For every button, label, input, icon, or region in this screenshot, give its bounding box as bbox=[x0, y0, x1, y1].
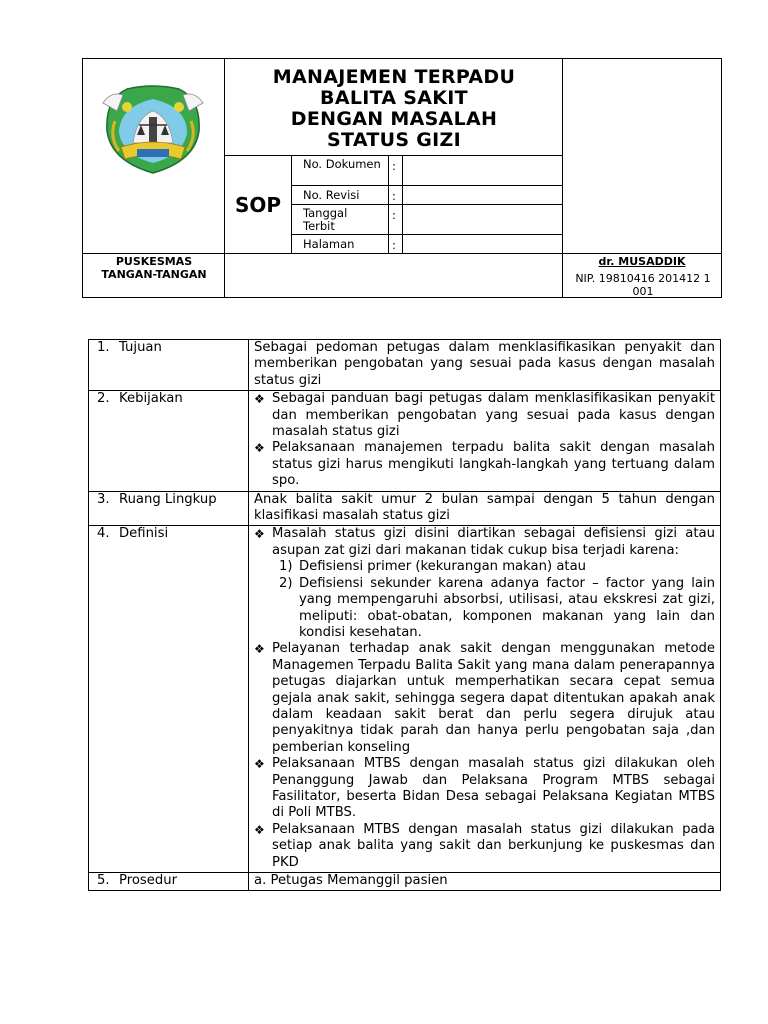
title-line: BALITA SAKIT bbox=[320, 87, 468, 109]
table-row bbox=[89, 873, 721, 891]
nip-line: 001 bbox=[632, 285, 654, 298]
nip-line: NIP. 19810416 201412 1 bbox=[575, 272, 711, 285]
bullet-item: ❖ Pelaksanaan manajemen terpadu balita sakit dengan masalah status gizi harus mengikuti langkah-langkah yang tertuang dalam spo. bbox=[254, 440, 715, 489]
item-number: 2) bbox=[279, 575, 293, 591]
section-title: Definisi bbox=[119, 526, 169, 542]
bullet-item: ❖ Pelaksanaan MTBS dengan masalah status gizi dilakukan pada setiap anak balita yang sakit dan berkunjung ke puskesmas dan PKD bbox=[254, 822, 715, 871]
district-emblem-icon bbox=[97, 81, 209, 177]
bullet-item: ❖ Masalah status gizi disini diartikan sebagai defisiensi gizi atau asupan zat gizi dari makanan tidak cukup bisa terjadi karena: bbox=[254, 526, 715, 559]
section-content-prosedur bbox=[249, 873, 721, 891]
title-line: STATUS GIZI bbox=[327, 129, 461, 151]
sop-content-table bbox=[88, 339, 721, 891]
item-text: Defisiensi primer (kekurangan makan) atau bbox=[299, 559, 587, 575]
signer-name: dr. MUSADDIK bbox=[598, 255, 686, 268]
section-number: 2. bbox=[97, 391, 110, 407]
table-row bbox=[89, 526, 721, 873]
puskesmas-name bbox=[83, 255, 225, 281]
logo-cell bbox=[83, 59, 225, 253]
sop-header-table bbox=[82, 58, 722, 298]
meta-colon: : bbox=[392, 159, 396, 173]
numbered-item bbox=[254, 576, 715, 642]
bullet-item: ❖ Pelayanan terhadap anak sakit dengan menggunakan metode Managemen Terpadu Balita Sakit yang mana dalam penerapannya petugas diajarkan untuk memperhatikan secara cepat semua gejala anak sakit, sehingga segera dapat ditentukan apakah anak dalam keadaan sakit berat dan perlu segera dirujuk atau penyakitnya tidak parah dan hanya perlu pengobatan saja ,dan pemberian konseling bbox=[254, 641, 715, 756]
section-label-tujuan bbox=[89, 340, 249, 391]
bullet-item: ❖ Sebagai panduan bagi petugas dalam menklasifikasikan penyakit dan memberikan pengobatan yang sesuai pada kasus dengan masalah status gizi bbox=[254, 391, 715, 440]
section-content-definisi bbox=[249, 526, 721, 873]
section-label-ruang-lingkup bbox=[89, 491, 249, 526]
table-row bbox=[89, 340, 721, 391]
section-number: 5. bbox=[97, 873, 110, 888]
document-title bbox=[225, 67, 563, 151]
paragraph: Anak balita sakit umur 2 bulan sampai dengan 5 tahun dengan klasifikasi masalah status gizi bbox=[254, 491, 715, 524]
title-line: MANAJEMEN TERPADU bbox=[272, 66, 516, 88]
title-line: DENGAN MASALAH bbox=[290, 108, 498, 130]
header-divider bbox=[291, 204, 563, 205]
paragraph: a. Petugas Memanggil pasien bbox=[254, 873, 448, 888]
meta-label-no-revisi: No. Revisi bbox=[303, 188, 360, 202]
table-row bbox=[89, 491, 721, 526]
section-content-kebijakan bbox=[249, 391, 721, 491]
section-title: Ruang Lingkup bbox=[119, 491, 217, 507]
section-label-prosedur bbox=[89, 873, 249, 891]
meta-label-tanggal-terbit: Tanggal Terbit bbox=[303, 206, 348, 233]
signer-nip bbox=[563, 272, 723, 298]
meta-label-no-dokumen: No. Dokumen bbox=[303, 157, 381, 171]
section-content-tujuan bbox=[249, 340, 721, 391]
item-number: 1) bbox=[279, 559, 293, 575]
header-divider bbox=[291, 234, 563, 235]
section-title: Prosedur bbox=[119, 873, 178, 888]
section-number: 1. bbox=[97, 340, 110, 355]
puskesmas-line: TANGAN-TANGAN bbox=[101, 268, 207, 281]
section-label-kebijakan bbox=[89, 391, 249, 491]
section-label-definisi bbox=[89, 526, 249, 873]
meta-colon: : bbox=[392, 189, 396, 203]
section-title: Tujuan bbox=[119, 340, 162, 355]
section-number: 4. bbox=[97, 526, 110, 542]
bullet-item: ❖ Pelaksanaan MTBS dengan masalah status gizi dilakukan oleh Penanggung Jawab dan Pelaksana Program MTBS sebagai Fasilitator, beserta Bidan Desa sebagai Pelaksana Kegiatan MTBS di Poli MTBS. bbox=[254, 756, 715, 822]
meta-label-halaman: Halaman bbox=[303, 237, 355, 251]
section-number: 3. bbox=[97, 491, 110, 507]
puskesmas-line: PUSKESMAS bbox=[115, 255, 193, 268]
section-content-ruang-lingkup bbox=[249, 491, 721, 526]
numbered-item bbox=[254, 559, 715, 575]
meta-colon: : bbox=[392, 208, 396, 222]
section-title: Kebijakan bbox=[119, 391, 183, 407]
header-divider bbox=[291, 185, 563, 186]
sop-label: SOP bbox=[234, 192, 282, 217]
table-row bbox=[89, 391, 721, 491]
meta-colon: : bbox=[392, 238, 396, 252]
header-divider bbox=[83, 253, 721, 254]
item-text: Defisiensi sekunder karena adanya factor – factor yang lain yang mempengaruhi absorbsi, utilisasi, atau ekskresi zat gizi, meliputi: obat-obatan, komponen makanan yang lain dan kondisi kesehatan. bbox=[299, 575, 715, 640]
paragraph: Sebagai pedoman petugas dalam menklasifikasikan penyakit dan memberikan pengobatan yang sesuai pada kasus dengan masalah status gizi bbox=[254, 340, 715, 388]
